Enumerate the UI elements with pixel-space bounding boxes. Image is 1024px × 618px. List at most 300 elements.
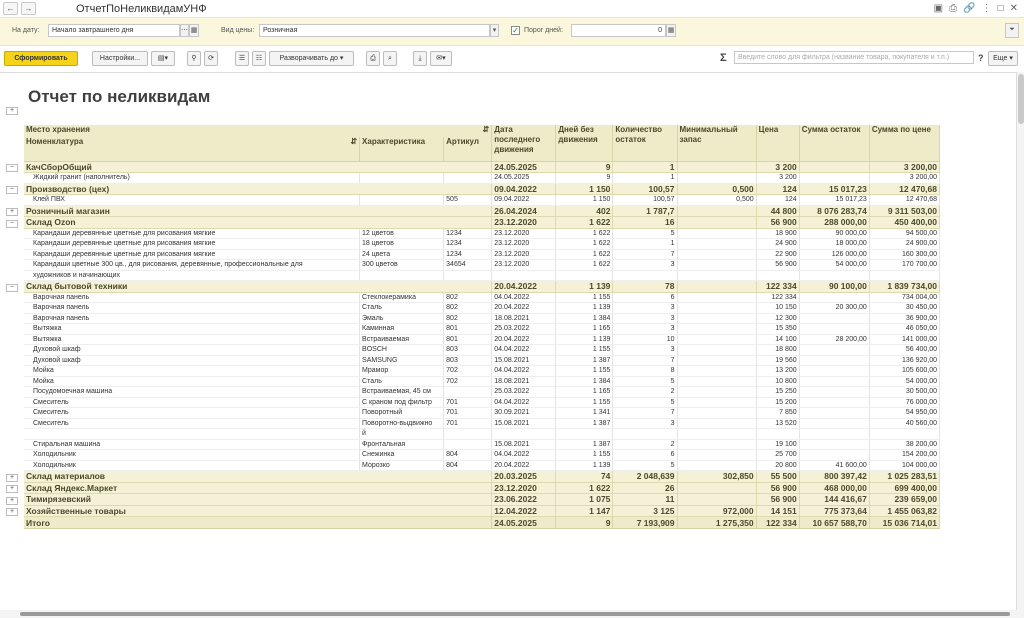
qty-value: 7 bbox=[613, 355, 677, 366]
item-name: Стиральная машина bbox=[24, 439, 360, 450]
table-row[interactable] bbox=[24, 345, 940, 356]
group-name: Склад Ozon bbox=[24, 217, 492, 229]
last-move-date: 23.12.2020 bbox=[492, 482, 556, 494]
row-expand-icon[interactable]: + bbox=[6, 474, 18, 482]
table-row-continuation bbox=[24, 429, 940, 440]
row-expand-icon[interactable]: − bbox=[6, 186, 18, 194]
qty-value: 5 bbox=[613, 228, 677, 239]
find-icon[interactable]: ⚲ bbox=[187, 51, 201, 66]
report-expand-icon[interactable]: + bbox=[6, 107, 18, 115]
expand-to-label: Разворачивать до bbox=[279, 55, 338, 62]
price-value: 24 900 bbox=[756, 239, 799, 250]
qty-value: 100,57 bbox=[613, 183, 677, 195]
price-value: 124 bbox=[756, 183, 799, 195]
min-stock-value bbox=[677, 292, 756, 303]
date-dropdown-icon[interactable]: ⋯ bbox=[180, 24, 189, 37]
row-expand-icon[interactable]: − bbox=[6, 220, 18, 228]
generate-button[interactable]: Сформировать bbox=[4, 51, 78, 66]
preview-icon[interactable]: ⌕ bbox=[383, 51, 397, 66]
item-feature: 18 цветов bbox=[360, 239, 444, 250]
print-button-icon[interactable]: ⎙ bbox=[366, 51, 380, 66]
calculator-icon[interactable]: ▦ bbox=[666, 24, 676, 37]
item-name: Вытяжка bbox=[24, 334, 360, 345]
table-row[interactable] bbox=[24, 366, 940, 377]
days-value: 74 bbox=[556, 471, 613, 483]
empty-cell bbox=[799, 270, 869, 281]
row-expand-icon[interactable]: − bbox=[6, 164, 18, 172]
item-article: 1234 bbox=[444, 249, 492, 260]
min-stock-value bbox=[677, 482, 756, 494]
qty-value: 2 bbox=[613, 439, 677, 450]
row-expand-icon[interactable]: + bbox=[6, 497, 18, 505]
item-article: 802 bbox=[444, 303, 492, 314]
more-button[interactable]: Еще ▾ bbox=[988, 51, 1018, 66]
sum-price-value: 54 950,00 bbox=[869, 408, 939, 419]
table-row[interactable] bbox=[24, 303, 940, 314]
qty-value: 100,57 bbox=[613, 195, 677, 206]
group-row[interactable] bbox=[24, 482, 940, 494]
min-stock-value: 972,000 bbox=[677, 505, 756, 517]
group-row[interactable] bbox=[24, 183, 940, 195]
last-move-date: 24.05.2025 bbox=[492, 517, 556, 529]
item-name: Варочная панель bbox=[24, 303, 360, 314]
item-article: 702 bbox=[444, 366, 492, 377]
table-row[interactable] bbox=[24, 439, 940, 450]
item-feature bbox=[360, 195, 444, 206]
min-stock-value bbox=[677, 494, 756, 506]
price-type-label: Вид цены: bbox=[221, 27, 255, 34]
price-value: 12 300 bbox=[756, 313, 799, 324]
search-input[interactable]: Введите слово для фильтра (название товара, покупателя и т.п.) bbox=[734, 51, 974, 64]
min-stock-value: 0,500 bbox=[677, 195, 756, 206]
min-stock-value bbox=[677, 376, 756, 387]
col-feature[interactable]: Характеристика bbox=[360, 137, 444, 161]
date-label: На дату: bbox=[12, 27, 40, 34]
last-move-date: 25.03.2022 bbox=[492, 387, 556, 398]
group-row[interactable] bbox=[24, 471, 940, 483]
sum-stock-value: 90 000,00 bbox=[799, 228, 869, 239]
min-stock-value bbox=[677, 397, 756, 408]
qty-value: 3 bbox=[613, 324, 677, 335]
sum-stock-value bbox=[799, 161, 869, 173]
qty-value: 3 bbox=[613, 313, 677, 324]
table-row[interactable] bbox=[24, 376, 940, 387]
empty-cell bbox=[613, 429, 677, 440]
col-price[interactable]: Цена bbox=[756, 125, 799, 161]
more-label: Еще bbox=[993, 55, 1008, 62]
empty-cell bbox=[613, 270, 677, 281]
last-move-date: 04.04.2022 bbox=[492, 397, 556, 408]
close-icon[interactable]: ✕ bbox=[1009, 3, 1018, 14]
min-stock-value bbox=[677, 460, 756, 471]
settings-button[interactable]: Настройки... bbox=[92, 51, 148, 66]
min-stock-value bbox=[677, 217, 756, 229]
last-move-date: 15.08.2021 bbox=[492, 355, 556, 366]
col-min-stock[interactable]: Минимальный запас bbox=[677, 125, 756, 161]
group-name: Розничный магазин bbox=[24, 205, 492, 217]
qty-value: 8 bbox=[613, 366, 677, 377]
item-article bbox=[444, 173, 492, 184]
item-name: Посудомоечная машина bbox=[24, 387, 360, 398]
table-row[interactable] bbox=[24, 408, 940, 419]
last-move-date: 18.08.2021 bbox=[492, 376, 556, 387]
last-move-date: 23.12.2020 bbox=[492, 249, 556, 260]
min-stock-value bbox=[677, 366, 756, 377]
sum-price-value: 1 025 283,51 bbox=[869, 471, 939, 483]
last-move-date: 09.04.2022 bbox=[492, 183, 556, 195]
price-value: 18 900 bbox=[756, 228, 799, 239]
col-last-move[interactable]: Дата последнего движения bbox=[492, 125, 556, 161]
qty-value: 1 bbox=[613, 161, 677, 173]
sort-icon[interactable]: ⇵ bbox=[350, 137, 358, 146]
price-value: 13 200 bbox=[756, 366, 799, 377]
price-value: 124 bbox=[756, 195, 799, 206]
vertical-scrollbar[interactable] bbox=[1016, 72, 1024, 610]
table-row[interactable] bbox=[24, 397, 940, 408]
item-article: 802 bbox=[444, 292, 492, 303]
price-type-field[interactable]: Розничная bbox=[259, 24, 490, 37]
item-article: 802 bbox=[444, 313, 492, 324]
item-name: Карандаши деревянные цветные для рисования мягкие bbox=[24, 228, 360, 239]
sum-stock-value: 18 000,00 bbox=[799, 239, 869, 250]
table-row[interactable] bbox=[24, 228, 940, 239]
item-article: 1234 bbox=[444, 239, 492, 250]
item-article: 701 bbox=[444, 418, 492, 429]
item-name: Мойка bbox=[24, 366, 360, 377]
sum-price-value: 170 700,00 bbox=[869, 260, 939, 271]
days-value: 1 341 bbox=[556, 408, 613, 419]
price-value: 15 200 bbox=[756, 397, 799, 408]
item-name: Смеситель bbox=[24, 397, 360, 408]
price-value: 19 560 bbox=[756, 355, 799, 366]
table-row[interactable] bbox=[24, 450, 940, 461]
min-stock-value bbox=[677, 239, 756, 250]
toolbar bbox=[0, 49, 1024, 69]
min-stock-value bbox=[677, 439, 756, 450]
group-name: Склад материалов bbox=[24, 471, 492, 483]
empty-cell bbox=[556, 270, 613, 281]
sum-stock-value bbox=[799, 313, 869, 324]
price-value: 18 800 bbox=[756, 345, 799, 356]
days-value: 1 622 bbox=[556, 482, 613, 494]
price-value: 55 500 bbox=[756, 471, 799, 483]
last-move-date: 20.04.2022 bbox=[492, 281, 556, 293]
report-area bbox=[0, 72, 1016, 610]
horizontal-scrollbar[interactable] bbox=[0, 610, 1024, 618]
group-name: Тимирязевский bbox=[24, 494, 492, 506]
price-value: 14 151 bbox=[756, 505, 799, 517]
table-row[interactable] bbox=[24, 313, 940, 324]
threshold-field[interactable]: 0 bbox=[571, 24, 666, 37]
item-feature: Мрамор bbox=[360, 366, 444, 377]
col-sum-price[interactable]: Сумма по цене bbox=[869, 125, 939, 161]
col-storage[interactable]: Место хранения ⇵ bbox=[24, 125, 492, 137]
last-move-date: 04.04.2022 bbox=[492, 450, 556, 461]
item-name: Жидкий гранит (наполнитель) bbox=[24, 173, 360, 184]
table-row[interactable] bbox=[24, 249, 940, 260]
qty-value: 78 bbox=[613, 281, 677, 293]
group-name: Склад бытовой техники bbox=[24, 281, 492, 293]
table-row[interactable] bbox=[24, 173, 940, 184]
empty-cell bbox=[756, 429, 799, 440]
item-feature: С краном под фильтр bbox=[360, 397, 444, 408]
col-qty[interactable]: Количество остаток bbox=[613, 125, 677, 161]
qty-value: 11 bbox=[613, 494, 677, 506]
min-stock-value: 302,850 bbox=[677, 471, 756, 483]
last-move-date: 20.04.2022 bbox=[492, 334, 556, 345]
item-feature: Снежинка bbox=[360, 450, 444, 461]
item-name: Духовой шкаф bbox=[24, 355, 360, 366]
min-stock-value bbox=[677, 173, 756, 184]
group-row[interactable] bbox=[24, 505, 940, 517]
empty-cell bbox=[677, 429, 756, 440]
price-value: 19 100 bbox=[756, 439, 799, 450]
qty-value: 5 bbox=[613, 397, 677, 408]
group-name: КачСборОбщий bbox=[24, 161, 492, 173]
help-icon[interactable]: ? bbox=[978, 53, 984, 63]
price-value: 7 850 bbox=[756, 408, 799, 419]
qty-value: 26 bbox=[613, 482, 677, 494]
print-icon[interactable]: ⎙ bbox=[949, 3, 958, 14]
table-row[interactable] bbox=[24, 324, 940, 335]
price-value: 44 800 bbox=[756, 205, 799, 217]
sum-price-value: 450 400,00 bbox=[869, 217, 939, 229]
sum-stock-value bbox=[799, 355, 869, 366]
days-value: 1 387 bbox=[556, 418, 613, 429]
sum-stock-value bbox=[799, 292, 869, 303]
sum-price-value: 1 455 063,82 bbox=[869, 505, 939, 517]
col-item[interactable]: Номенклатура ⇵ bbox=[24, 137, 360, 161]
group-row[interactable] bbox=[24, 494, 940, 506]
variant-icon[interactable]: ▤▾ bbox=[151, 51, 175, 66]
days-value: 1 150 bbox=[556, 183, 613, 195]
sort-icon[interactable]: ⇵ bbox=[482, 125, 490, 134]
sum-price-value: 734 004,00 bbox=[869, 292, 939, 303]
sum-price-value: 36 900,00 bbox=[869, 313, 939, 324]
sum-stock-value: 10 657 588,70 bbox=[799, 517, 869, 529]
item-feature: Встраиваемая, 45 см bbox=[360, 387, 444, 398]
item-article: 801 bbox=[444, 334, 492, 345]
title-bar bbox=[0, 0, 1024, 18]
table-row[interactable] bbox=[24, 292, 940, 303]
price-value: 56 900 bbox=[756, 494, 799, 506]
sum-price-value: 12 470,68 bbox=[869, 183, 939, 195]
days-value: 9 bbox=[556, 517, 613, 529]
sum-price-value: 160 300,00 bbox=[869, 249, 939, 260]
last-move-date: 12.04.2022 bbox=[492, 505, 556, 517]
sum-price-value: 54 000,00 bbox=[869, 376, 939, 387]
empty-cell bbox=[444, 429, 492, 440]
sum-price-value: 9 311 503,00 bbox=[869, 205, 939, 217]
item-feature-cont: й bbox=[360, 429, 444, 440]
back-icon[interactable]: ← bbox=[3, 2, 18, 15]
sum-price-value: 56 400,00 bbox=[869, 345, 939, 356]
row-expand-icon[interactable]: + bbox=[6, 508, 18, 516]
item-feature bbox=[360, 173, 444, 184]
item-feature: Стеклокерамика bbox=[360, 292, 444, 303]
sum-price-value: 105 600,00 bbox=[869, 366, 939, 377]
days-value: 1 155 bbox=[556, 397, 613, 408]
price-value: 10 800 bbox=[756, 376, 799, 387]
group-row[interactable] bbox=[24, 281, 940, 293]
last-move-date: 30.09.2021 bbox=[492, 408, 556, 419]
sum-price-value: 24 900,00 bbox=[869, 239, 939, 250]
min-stock-value bbox=[677, 303, 756, 314]
price-value: 15 350 bbox=[756, 324, 799, 335]
item-name: Холодильник bbox=[24, 450, 360, 461]
col-days[interactable]: Дней без движения bbox=[556, 125, 613, 161]
download-icon[interactable]: ⤓ bbox=[413, 51, 427, 66]
last-move-date: 20.03.2025 bbox=[492, 471, 556, 483]
row-expand-icon[interactable]: − bbox=[6, 284, 18, 292]
item-article: 1234 bbox=[444, 228, 492, 239]
empty-cell bbox=[869, 429, 939, 440]
sum-icon[interactable]: Σ bbox=[720, 52, 727, 64]
sum-stock-value bbox=[799, 376, 869, 387]
sum-stock-value bbox=[799, 418, 869, 429]
sum-price-value: 699 400,00 bbox=[869, 482, 939, 494]
days-value: 1 155 bbox=[556, 345, 613, 356]
qty-value: 7 193,909 bbox=[613, 517, 677, 529]
qty-value: 10 bbox=[613, 334, 677, 345]
item-article: 505 bbox=[444, 195, 492, 206]
sum-price-value: 1 839 734,00 bbox=[869, 281, 939, 293]
min-stock-value: 0,500 bbox=[677, 183, 756, 195]
table-row[interactable] bbox=[24, 239, 940, 250]
table-row[interactable] bbox=[24, 460, 940, 471]
sum-stock-value: 8 076 283,74 bbox=[799, 205, 869, 217]
days-value: 1 384 bbox=[556, 376, 613, 387]
qty-value: 3 125 bbox=[613, 505, 677, 517]
price-value: 25 700 bbox=[756, 450, 799, 461]
group-collapse-icon[interactable]: ☰ bbox=[235, 51, 249, 66]
table-row[interactable] bbox=[24, 418, 940, 429]
group-name: Хозяйственные товары bbox=[24, 505, 492, 517]
qty-value: 3 bbox=[613, 303, 677, 314]
col-article[interactable]: Артикул bbox=[444, 137, 492, 161]
qty-value: 3 bbox=[613, 345, 677, 356]
days-value: 1 155 bbox=[556, 292, 613, 303]
item-feature-cont bbox=[360, 270, 444, 281]
last-move-date: 23.12.2020 bbox=[492, 239, 556, 250]
sum-price-value: 154 200,00 bbox=[869, 450, 939, 461]
group-name: Склад Яндекс.Маркет bbox=[24, 482, 492, 494]
sum-stock-value bbox=[799, 345, 869, 356]
last-move-date: 04.04.2022 bbox=[492, 345, 556, 356]
days-value: 1 139 bbox=[556, 281, 613, 293]
days-value: 1 147 bbox=[556, 505, 613, 517]
item-name: Смеситель bbox=[24, 408, 360, 419]
group-row[interactable] bbox=[24, 217, 940, 229]
row-expand-icon[interactable]: + bbox=[6, 208, 18, 216]
table-row[interactable] bbox=[24, 260, 940, 271]
item-article: 701 bbox=[444, 408, 492, 419]
forward-icon[interactable]: → bbox=[21, 2, 36, 15]
empty-cell bbox=[869, 270, 939, 281]
min-stock-value bbox=[677, 161, 756, 173]
empty-cell bbox=[677, 270, 756, 281]
date-field[interactable]: Начало завтрашнего дня bbox=[48, 24, 180, 37]
qty-value: 1 bbox=[613, 173, 677, 184]
sum-price-value: 12 470,68 bbox=[869, 195, 939, 206]
days-value: 1 622 bbox=[556, 249, 613, 260]
last-move-date: 23.06.2022 bbox=[492, 494, 556, 506]
last-move-date: 25.03.2022 bbox=[492, 324, 556, 335]
min-stock-value bbox=[677, 355, 756, 366]
item-feature: Каминная bbox=[360, 324, 444, 335]
row-expand-icon[interactable]: + bbox=[6, 485, 18, 493]
more-menu-icon[interactable]: ⋮ bbox=[981, 3, 992, 14]
min-stock-value bbox=[677, 228, 756, 239]
item-name: Карандаши деревянные цветные для рисования мягкие bbox=[24, 239, 360, 250]
min-stock-value bbox=[677, 408, 756, 419]
col-sum-stock[interactable]: Сумма остаток bbox=[799, 125, 869, 161]
mail-icon[interactable]: ✉▾ bbox=[430, 51, 452, 66]
empty-cell bbox=[556, 429, 613, 440]
group-name: Производство (цех) bbox=[24, 183, 492, 195]
item-name-cont: художников и начинающих bbox=[24, 270, 360, 281]
total-row[interactable] bbox=[24, 517, 940, 529]
item-name: Мойка bbox=[24, 376, 360, 387]
qty-value: 2 048,639 bbox=[613, 471, 677, 483]
sum-stock-value bbox=[799, 366, 869, 377]
item-name: Карандаши деревянные цветные для рисования мягкие bbox=[24, 249, 360, 260]
maximize-icon[interactable]: □ bbox=[997, 3, 1004, 14]
item-article: 701 bbox=[444, 397, 492, 408]
qty-value: 6 bbox=[613, 292, 677, 303]
table-row[interactable] bbox=[24, 355, 940, 366]
min-stock-value bbox=[677, 205, 756, 217]
item-name: Вытяжка bbox=[24, 324, 360, 335]
save-icon[interactable]: ▣ bbox=[933, 3, 944, 14]
min-stock-value bbox=[677, 387, 756, 398]
qty-value: 3 bbox=[613, 418, 677, 429]
item-feature: Встраиваемая bbox=[360, 334, 444, 345]
item-feature: Сталь bbox=[360, 376, 444, 387]
qty-value: 5 bbox=[613, 460, 677, 471]
item-feature: BOSCH bbox=[360, 345, 444, 356]
table-row[interactable] bbox=[24, 387, 940, 398]
table-row[interactable] bbox=[24, 195, 940, 206]
item-article: 803 bbox=[444, 345, 492, 356]
qty-value: 16 bbox=[613, 217, 677, 229]
table-row[interactable] bbox=[24, 334, 940, 345]
threshold-checkbox[interactable]: ✓ bbox=[512, 26, 519, 35]
min-stock-value bbox=[677, 324, 756, 335]
item-feature: 24 цвета bbox=[360, 249, 444, 260]
price-value: 14 100 bbox=[756, 334, 799, 345]
link-icon[interactable]: 🔗 bbox=[963, 3, 976, 14]
qty-value: 2 bbox=[613, 387, 677, 398]
sum-stock-value: 41 600,00 bbox=[799, 460, 869, 471]
empty-cell bbox=[492, 429, 556, 440]
sum-stock-value: 144 416,67 bbox=[799, 494, 869, 506]
price-type-dropdown-icon[interactable]: ▾ bbox=[490, 24, 499, 37]
find-next-icon[interactable]: ⟳ bbox=[204, 51, 218, 66]
sum-stock-value bbox=[799, 439, 869, 450]
calendar-icon[interactable]: ▦ bbox=[189, 24, 199, 37]
sum-stock-value: 126 000,00 bbox=[799, 249, 869, 260]
sum-price-value: 141 000,00 bbox=[869, 334, 939, 345]
group-row[interactable] bbox=[24, 205, 940, 217]
expand-to-button[interactable]: Разворачивать до ▾ bbox=[269, 51, 354, 66]
days-value: 9 bbox=[556, 161, 613, 173]
group-expand-icon[interactable]: ☷ bbox=[252, 51, 266, 66]
filter-icon[interactable]: ⏷ bbox=[1005, 23, 1019, 38]
group-row[interactable] bbox=[24, 161, 940, 173]
sum-price-value: 136 920,00 bbox=[869, 355, 939, 366]
item-feature: Эмаль bbox=[360, 313, 444, 324]
